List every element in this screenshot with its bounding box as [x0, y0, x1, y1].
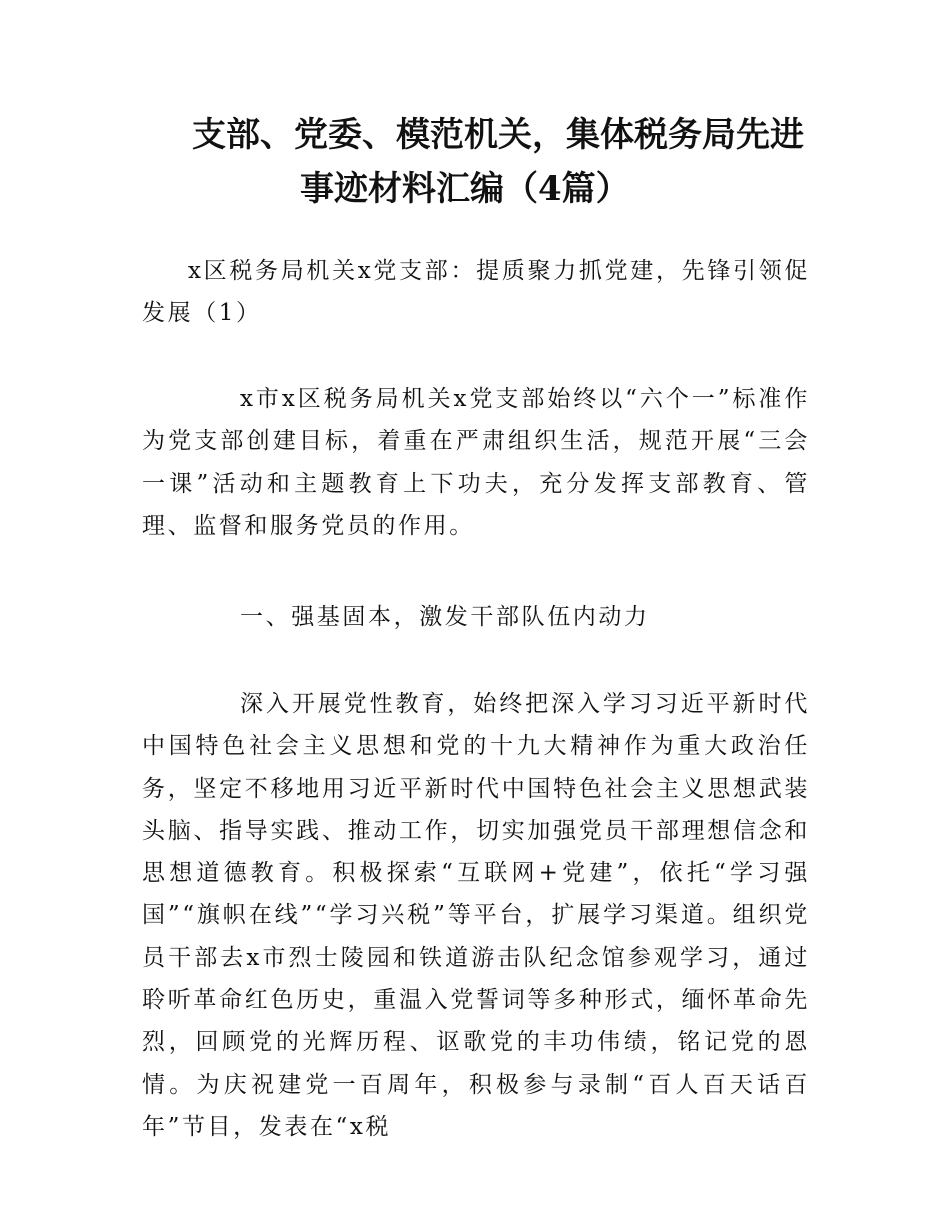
article-subtitle: x区税务局机关x党支部：提质聚力抓党建，先锋引领促发展（1） [142, 258, 810, 327]
document-title-line-1: 支部、党委、模范机关，集体税务局先进 [192, 115, 804, 155]
intro-paragraph: x市x区税务局机关x党支部始终以“六个一”标准作为党支部创建目标，着重在严肃组织生活，规范开展“三会一课”活动和主题教育上下功夫，充分发挥支部教育、管理、监督和服务党员的作用。 [142, 386, 810, 539]
body-paragraph: 深入开展党性教育，始终把深入学习习近平新时代中国特色社会主义思想和党的十九大精神作为重大政治任务，坚定不移地用习近平新时代中国特色社会主义思想武装头脑、指导实践、推动工作，切实加强党员干部理想信念和思想道德教育。积极探索“互联网+党建”，依托“学习强国”“旗帜在线”“学习兴税”等平台，扩展学习渠道。组织党员干部去x市烈士陵园和铁道游击队纪念馆参观学习，通过聆听革命红色历史，重温入党誓词等多种形式，缅怀革命先烈，回顾党的光辉历程、讴歌党的丰功伟绩，铭记党的恩情。为庆祝建党一百周年，积极参与录制“百人百天话百年”节目，发表在“x税 [142, 691, 810, 1140]
section-heading: 一、强基固本，激发干部队伍内动力 [240, 604, 650, 630]
document-title-line-2: 事迹材料汇编（4篇） [300, 169, 630, 209]
document-title [150, 108, 850, 216]
